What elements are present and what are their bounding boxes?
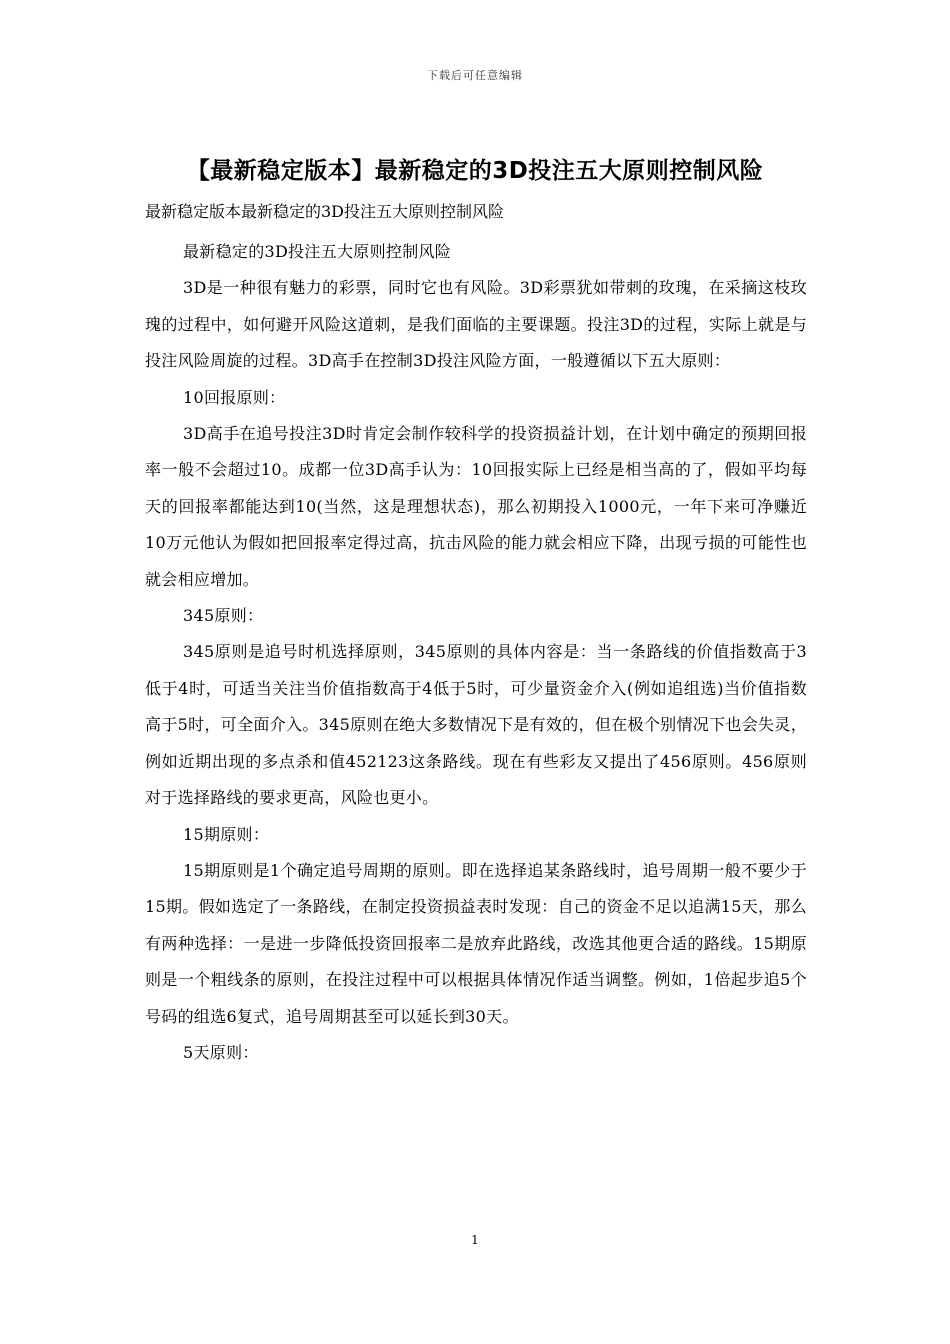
intro-paragraph: 3D是一种很有魅力的彩票，同时它也有风险。3D彩票犹如带刺的玫瑰，在采摘这枝玫瑰的过程中，如何避开风险这道刺，是我们面临的主要课题。投注3D的过程，实际上就是与投注风险周旋的过程。3D高手在控制3D投注风险方面，一般遵循以下五大原则：: [145, 278, 807, 371]
document-subtitle: 最新稳定版本最新稳定的3D投注五大原则控制风险: [145, 202, 505, 221]
section-heading-345: 345原则：: [183, 606, 264, 626]
page-number: 1: [471, 1233, 479, 1247]
section-heading-15-period: 15期原则：: [183, 824, 270, 844]
intro-heading: 最新稳定的3D投注五大原则控制风险: [183, 242, 452, 261]
page-header-note: 下载后可任意编辑: [427, 69, 523, 82]
section-paragraph-10-return: 3D高手在追号投注3D时肯定会制作较科学的投资损益计划，在计划中确定的预期回报率一般不会超过10。成都一位3D高手认为：10回报实际上已经是相当高的了，假如平均每天的回报率都能达到10(当然，这是理想状态)，那么初期投入1000元，一年下来可净赚近10万元他认为假如把回报率定得过高，抗击风险的能力就会相应下降，出现亏损的可能性也就会相应增加。: [145, 424, 807, 589]
document-title: 【最新稳定版本】最新稳定的3D投注五大原则控制风险: [186, 158, 764, 184]
section-paragraph-15-period: 15期原则是1个确定追号周期的原则。即在选择追某条路线时，追号周期一般不要少于15期。假如选定了一条路线，在制定投资损益表时发现：自己的资金不足以追满15天，那么有两种选择：一是进一步降低投资回报率二是放弃此路线，改选其他更合适的路线。15期原则是一个粗线条的原则，在投注过程中可以根据具体情况作适当调整。例如，1倍起步追5个号码的组选6复式，追号周期甚至可以延长到30天。: [145, 860, 807, 1026]
section-heading-5-day: 5天原则：: [183, 1042, 259, 1062]
document-body: [145, 234, 807, 1071]
section-paragraph-345: 345原则是追号时机选择原则，345原则的具体内容是：当一条路线的价值指数高于3低于4时，可适当关注当价值指数高于4低于5时，可少量资金介入(例如追组选)当价值指数高于5时，可全面介入。345原则在绝大多数情况下是有效的，但在极个别情况下也会失灵，例如近期出现的多点杀和值452123这条路线。现在有些彩友又提出了456原则。456原则对于选择路线的要求更高，风险也更小。: [145, 642, 807, 808]
section-heading-10-return: 10回报原则：: [183, 387, 286, 407]
